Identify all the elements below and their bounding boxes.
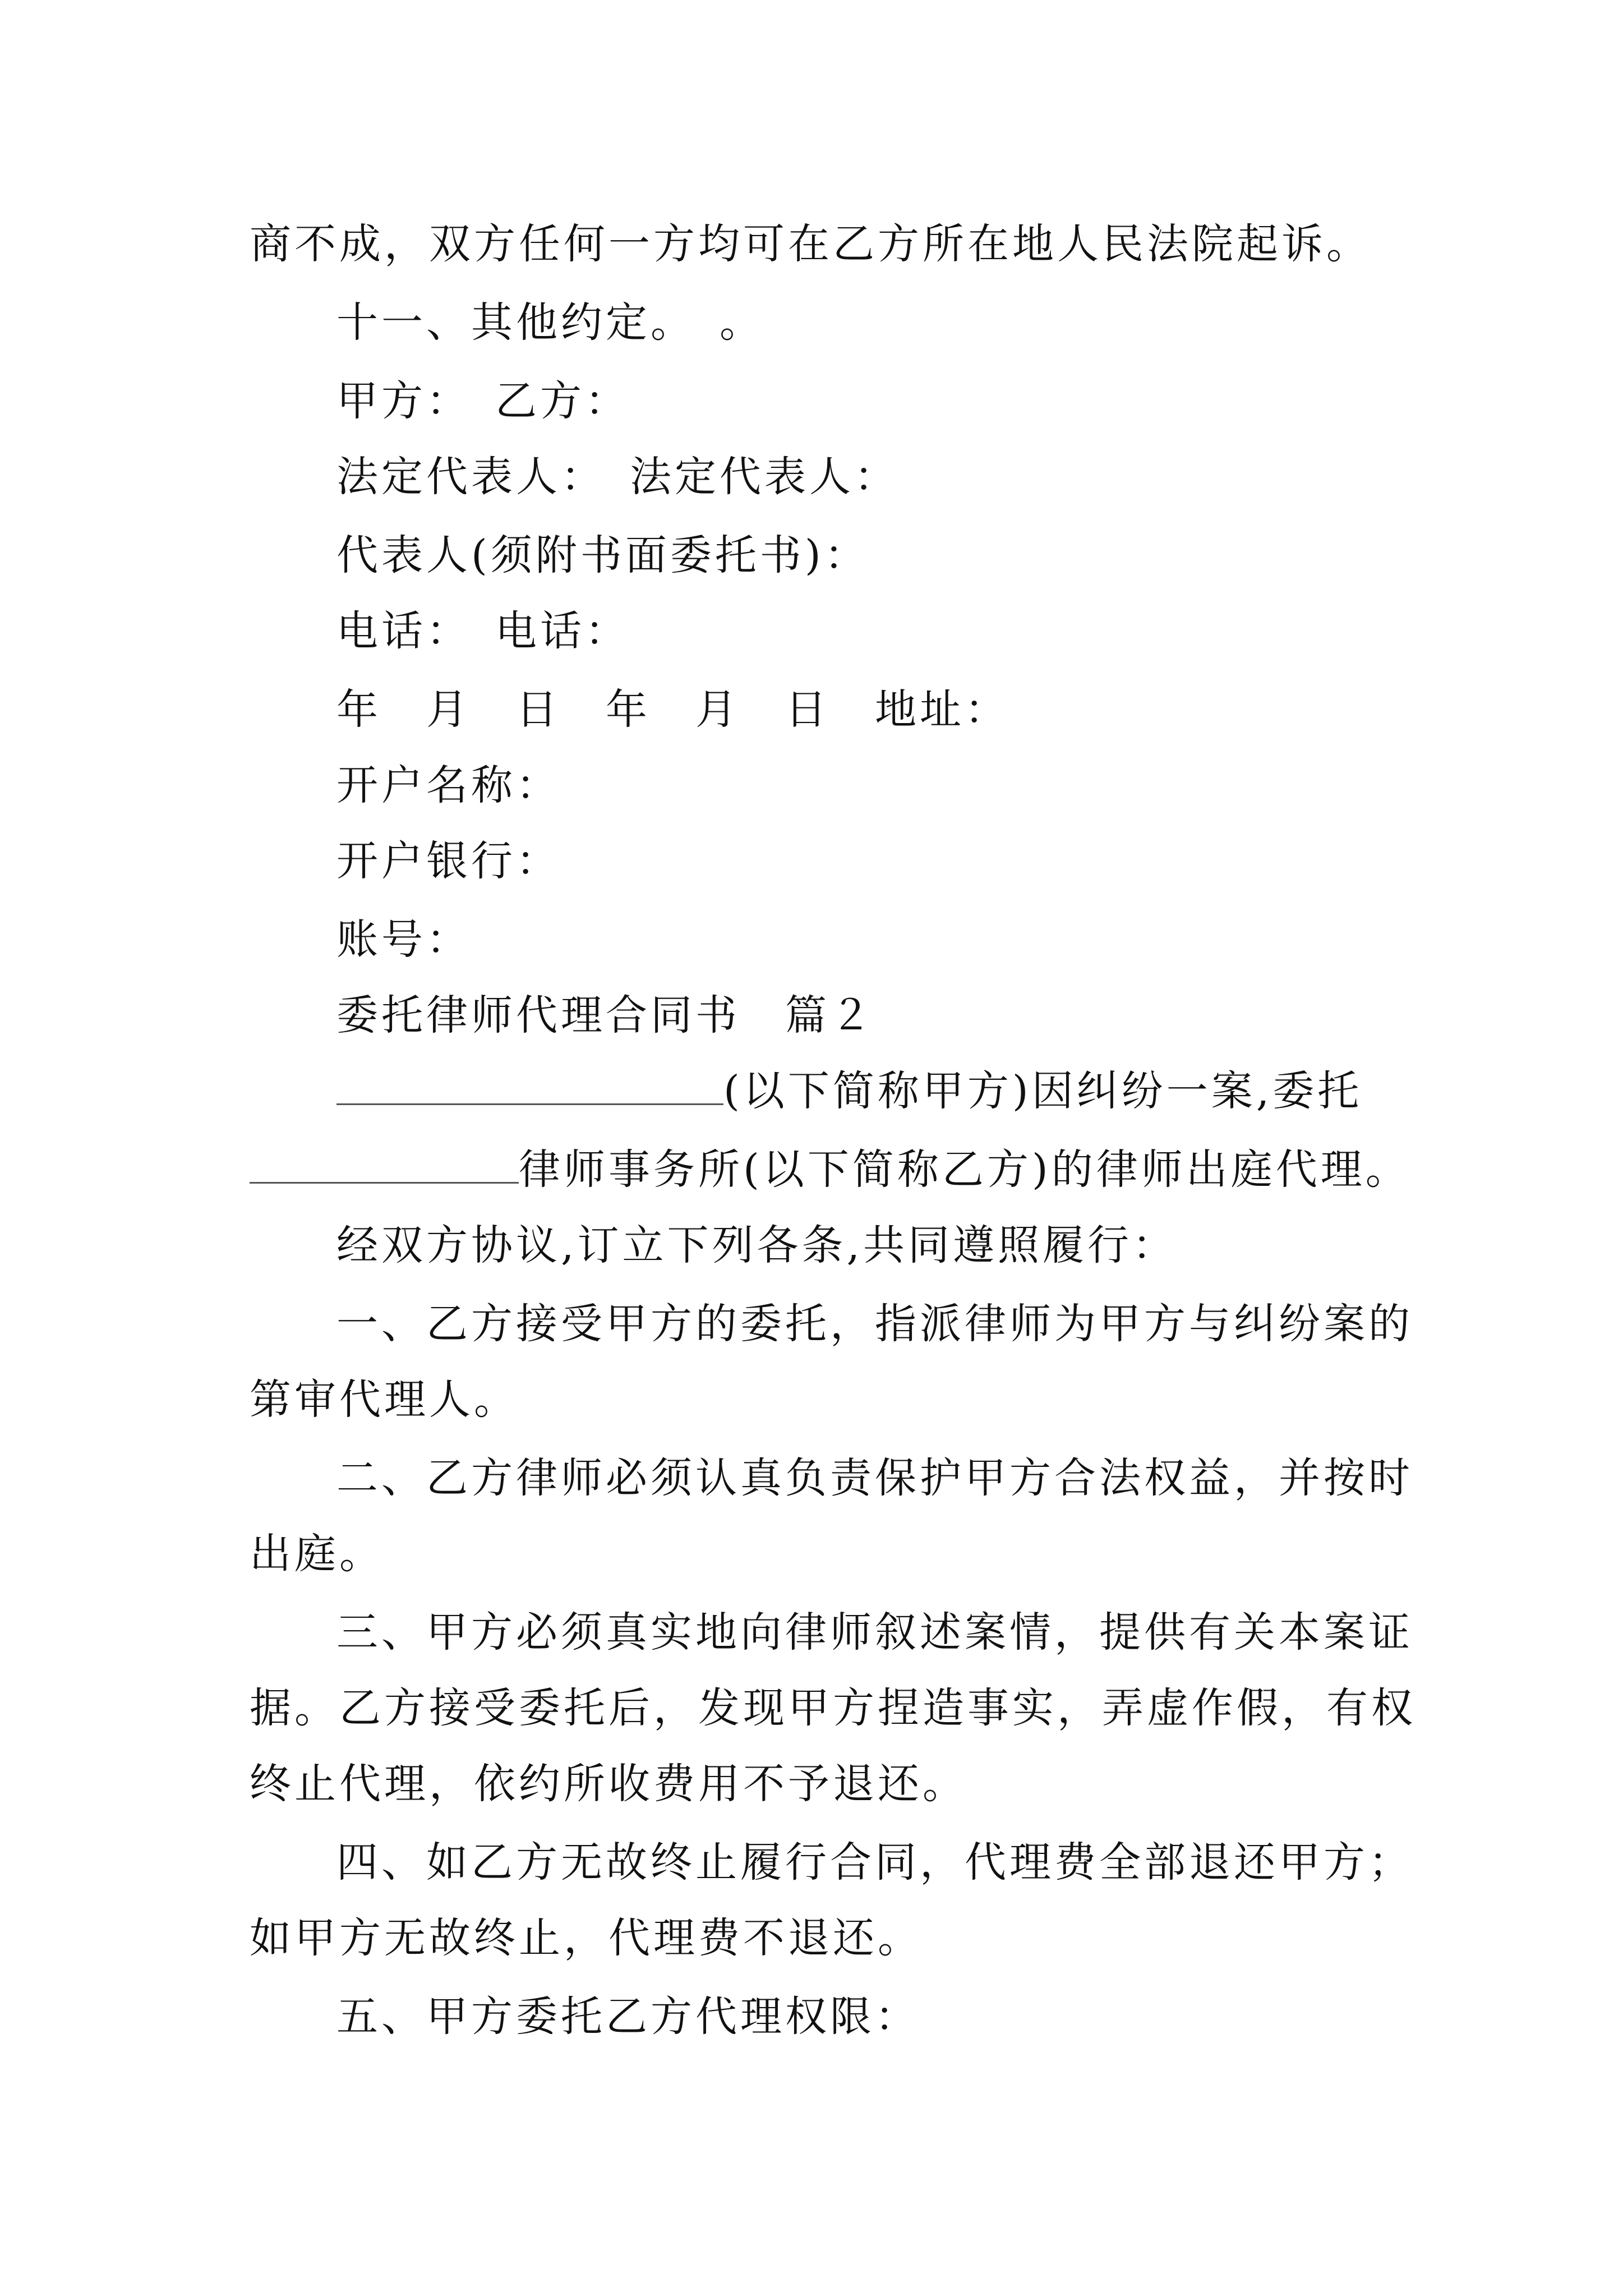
text-line: 开户银行： [336,837,561,885]
text-line: 二、乙方律师必须认真负责保护甲方合法权益，并按时 [336,1454,1413,1502]
text-line: 四、如乙方无故终止履行合同，代理费全部退还甲方； [336,1838,1413,1887]
text-line: 第审代理人。 [250,1375,519,1424]
text-line: 经双方协议,订立下列各条,共同遵照履行： [336,1221,1178,1269]
text-line: 开户名称： [336,761,561,809]
text-line: 十一、其他约定。 。 [336,298,764,347]
text-line: 终止代理，依约所收费用不予退还。 [250,1760,967,1808]
text-segment: 律师事务所(以下简称乙方)的律师出庭代理。 [519,1145,1410,1194]
text-line-with-blank [250,1142,1410,1198]
text-line-with-blank [336,1063,1362,1119]
section-heading: 委托律师代理合同书 篇２ [336,991,875,1039]
text-line: 如甲方无故终止，代理费不退还。 [250,1914,923,1962]
fill-in-blank[interactable] [336,1064,723,1105]
text-line: 代表人(须附书面委托书)： [336,531,869,579]
text-line: 电话： 电话： [336,607,630,655]
text-line: 商不成，双方任何一方均可在乙方所在地人民法院起诉。 [250,220,1371,268]
fill-in-blank[interactable] [250,1143,519,1184]
text-line: 五、甲方委托乙方代理权限： [336,1993,920,2041]
text-line: 三、甲方必须真实地向律师叙述案情，提供有关本案证 [336,1608,1413,1657]
text-line: 一、乙方接受甲方的委托，指派律师为甲方与纠纷案的 [336,1300,1413,1348]
text-line: 出庭。 [250,1530,384,1578]
text-line: 甲方： 乙方： [336,377,630,425]
text-line: 据。乙方接受委托后，发现甲方捏造事实，弄虚作假，有权 [250,1684,1416,1732]
text-line: 账号： [336,915,471,964]
text-segment: (以下简称甲方)因纠纷一案,委托 [723,1067,1363,1115]
text-line: 法定代表人： 法定代表人： [336,453,899,501]
text-line: 年 月 日 年 月 日 地址： [336,685,1009,734]
